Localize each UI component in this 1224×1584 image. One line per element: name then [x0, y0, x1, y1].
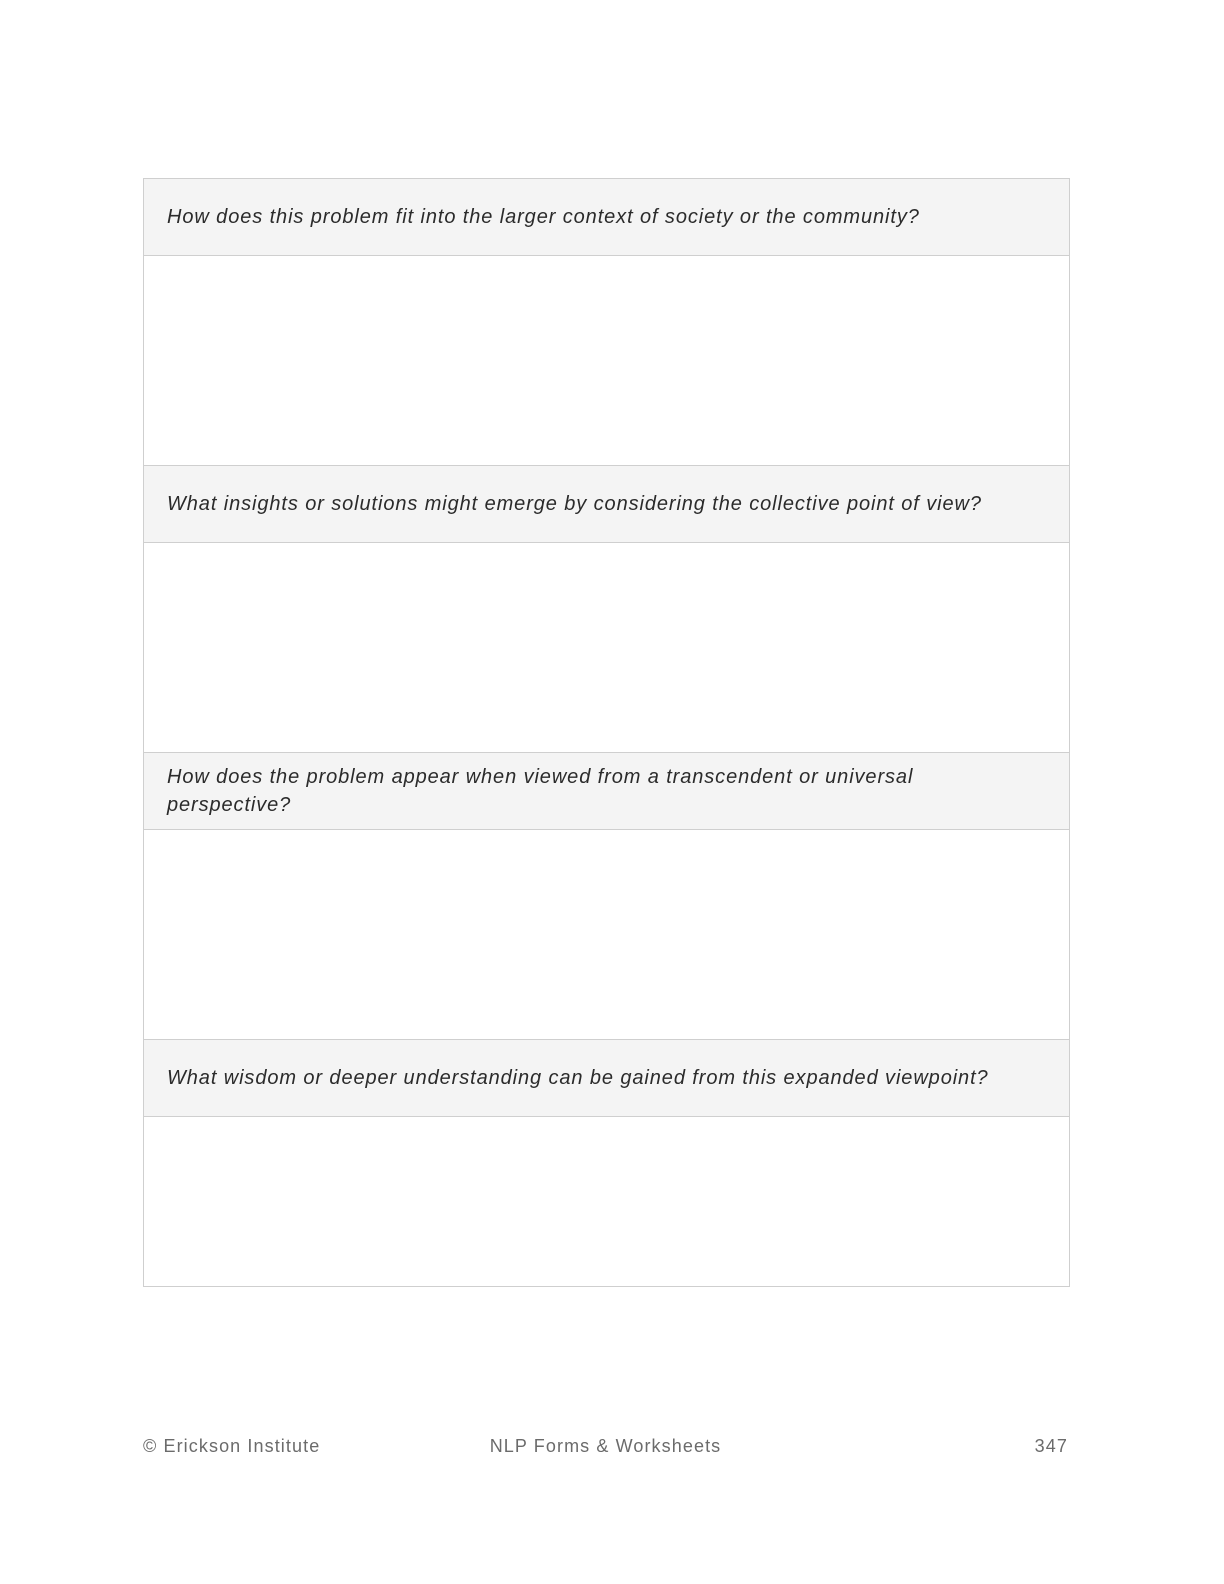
question-row-1 — [144, 178, 1069, 256]
answer-box-2[interactable] — [144, 543, 1069, 752]
question-row-2 — [144, 465, 1069, 543]
question-row-3 — [144, 752, 1069, 830]
page-number: 347 — [1034, 1436, 1068, 1456]
footer-title: NLP Forms & Worksheets — [489, 1436, 722, 1456]
answer-box-1[interactable] — [144, 256, 1069, 465]
answer-box-4[interactable] — [144, 1117, 1069, 1286]
answer-box-3[interactable] — [144, 830, 1069, 1039]
question-text-1: How does this problem fit into the larger context of society or the community? — [167, 206, 920, 228]
question-text-4: What wisdom or deeper understanding can be gained from this expanded viewpoint? — [167, 1067, 989, 1089]
page-footer — [143, 1436, 1068, 1460]
worksheet-table — [143, 178, 1070, 1287]
question-text-3: How does the problem appear when viewed from a transcendent or universal perspective? — [167, 766, 914, 816]
question-text-2: What insights or solutions might emerge by considering the collective point of view? — [167, 493, 982, 515]
question-row-4 — [144, 1039, 1069, 1117]
footer-copyright: © Erickson Institute — [143, 1436, 321, 1456]
